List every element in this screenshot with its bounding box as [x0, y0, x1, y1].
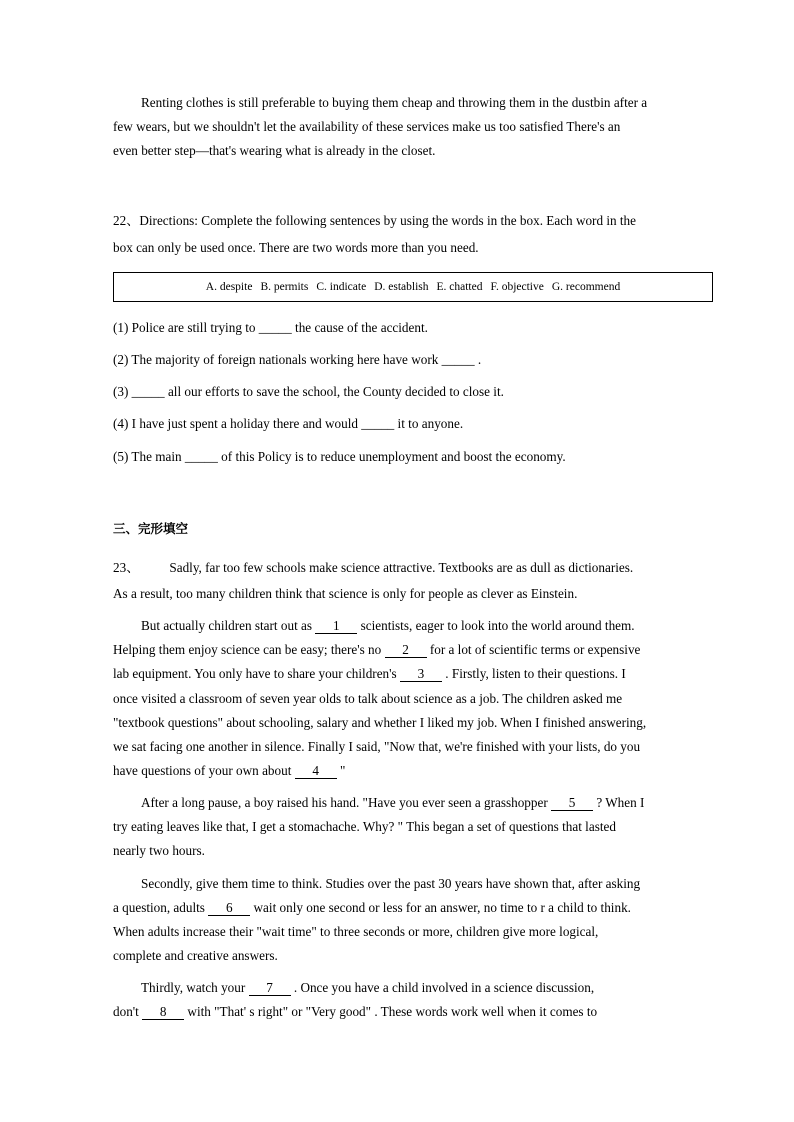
q22-sentence-1: (1) Police are still trying to _____ the cause of the accident. — [113, 320, 428, 335]
q22-sentence-2: (2) The majority of foreign nationals working here have work _____ . — [113, 352, 482, 367]
q23-p5-line-1: Thirdly, watch your 7 . Once you have a child involved in a science discussion, — [141, 980, 595, 995]
blank-3: 3 — [400, 667, 442, 682]
q23-p2-line-6: we sat facing one another in silence. Finally I said, "Now that, we're finished with your lists, do you — [113, 739, 641, 754]
q23-p2-line-7: have questions of your own about 4 " — [113, 763, 346, 778]
blank-5: 5 — [551, 796, 593, 811]
blank-2: 2 — [385, 643, 427, 658]
section-heading: 三、完形填空 — [113, 521, 189, 536]
q23-p2-line-1: But actually children start out as 1 scientists, eager to look into the world around them. — [141, 618, 635, 633]
word-option-d: D. establish — [374, 281, 429, 293]
q23-p2-line-2: Helping them enjoy science can be easy; there's no 2 for a lot of scientific terms or expensive — [113, 642, 641, 657]
word-option-e: E. chatted — [436, 281, 483, 293]
intro-line-2: few wears, but we shouldn't let the availability of these services make us too satisfied There's an — [113, 119, 621, 134]
q22-sentence-4: (4) I have just spent a holiday there and would _____ it to anyone. — [113, 416, 464, 431]
q22-sentence-3: (3) _____ all our efforts to save the school, the County decided to close it. — [113, 384, 504, 399]
q23-p3-line-1: After a long pause, a boy raised his hand. "Have you ever seen a grasshopper 5 ? When I — [141, 795, 645, 810]
intro-line-3: even better step—that's wearing what is already in the closet. — [113, 143, 436, 158]
q22-directions-line-1: 22、Directions: Complete the following sentences by using the words in the box. Each word in the — [113, 213, 637, 228]
word-option-f: F. objective — [490, 281, 544, 293]
blank-1: 1 — [315, 619, 357, 634]
q23-number: 23、 — [113, 560, 140, 575]
intro-line-1: Renting clothes is still preferable to buying them cheap and throwing them in the dustbin after a — [141, 95, 648, 110]
word-option-c: C. indicate — [316, 281, 367, 293]
q22-directions-line-2: box can only be used once. There are two words more than you need. — [113, 240, 479, 255]
q23-p4-line-1: Secondly, give them time to think. Studies over the past 30 years have shown that, after asking — [141, 876, 641, 891]
q23-p2-line-4: once visited a classroom of seven year olds to talk about science as a job. The children asked me — [113, 691, 623, 706]
word-box — [113, 272, 713, 302]
q23-line-1: 23、 Sadly, far too few schools make science attractive. Textbooks are as dull as dictionaries. — [113, 560, 634, 575]
q23-p3-line-3: nearly two hours. — [113, 843, 205, 858]
blank-6: 6 — [208, 901, 250, 916]
blank-8: 8 — [142, 1005, 184, 1020]
q23-p2-line-5: "textbook questions" about schooling, salary and whether I liked my job. When I finished answering, — [113, 715, 647, 730]
word-option-b: B. permits — [260, 281, 309, 293]
word-option-a: A. despite — [205, 281, 253, 293]
blank-7: 7 — [249, 981, 291, 996]
q23-p2-line-3: lab equipment. You only have to share your children's 3 . Firstly, listen to their questions. I — [113, 666, 626, 681]
q23-p4-line-3: When adults increase their "wait time" to three seconds or more, children give more logical, — [113, 924, 599, 939]
q23-p4-line-2: a question, adults 6 wait only one second or less for an answer, no time to r a child to think. — [113, 900, 631, 915]
q23-p4-line-4: complete and creative answers. — [113, 948, 278, 963]
word-option-g: G. recommend — [551, 281, 621, 293]
q23-p3-line-2: try eating leaves like that, I get a stomachache. Why? " This began a set of questions that lasted — [113, 819, 616, 834]
q23-p5-line-2: don't 8 with "That' s right" or "Very good" . These words work well when it comes to — [113, 1004, 598, 1019]
blank-4: 4 — [295, 764, 337, 779]
q22-sentence-5: (5) The main _____ of this Policy is to reduce unemployment and boost the economy. — [113, 449, 566, 464]
q23-line-2: As a result, too many children think that science is only for people as clever as Einstein. — [113, 586, 578, 601]
